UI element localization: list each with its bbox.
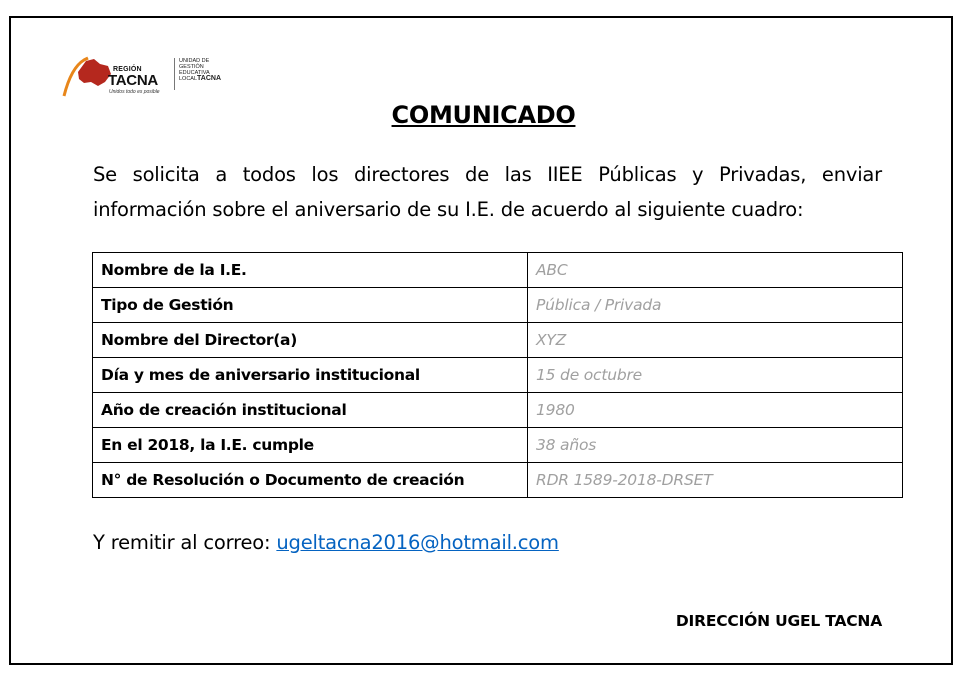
row-label: Año de creación institucional [93, 393, 528, 428]
logo-unit-name: TACNA [197, 75, 222, 82]
table-body [93, 253, 903, 498]
row-label: Nombre del Director(a) [93, 323, 528, 358]
row-value: XYZ [528, 323, 903, 358]
row-value: Pública / Privada [528, 288, 903, 323]
signature: DIRECCIÓN UGEL TACNA [675, 612, 882, 630]
remit-line [93, 531, 559, 554]
row-label: Tipo de Gestión [93, 288, 528, 323]
row-label: Día y mes de aniversario institucional [93, 358, 528, 393]
logo-unit-line: EDUCATIVA [179, 70, 210, 76]
table-row [93, 428, 903, 463]
row-label: N° de Resolución o Documento de creación [93, 463, 528, 498]
anniversary-info-table [92, 252, 903, 498]
table-row [93, 253, 903, 288]
logo-unit-line: UNIDAD DE [179, 58, 210, 64]
logo-slogan: Unidos todo es posible [109, 89, 160, 95]
table-row [93, 358, 903, 393]
logo-divider [174, 58, 175, 90]
email-link[interactable]: ugeltacna2016@hotmail.com [276, 531, 559, 554]
page-title: COMUNICADO [391, 101, 576, 129]
row-value: 38 años [528, 428, 903, 463]
logo-region-name: TACNA [108, 72, 158, 89]
logo-ugel-text [179, 58, 221, 82]
row-value: 15 de octubre [528, 358, 903, 393]
row-label: En el 2018, la I.E. cumple [93, 428, 528, 463]
remit-prefix: Y remitir al correo: [93, 531, 277, 554]
logo-region-label: REGIÓN [113, 66, 142, 73]
region-tacna-mark-icon [62, 52, 114, 98]
row-value: RDR 1589-2018-DRSET [528, 463, 903, 498]
row-value: 1980 [528, 393, 903, 428]
table-row [93, 323, 903, 358]
logo-unit-local: LOCAL [179, 76, 198, 82]
table-row [93, 463, 903, 498]
row-label: Nombre de la I.E. [93, 253, 528, 288]
row-value: ABC [528, 253, 903, 288]
table-row [93, 393, 903, 428]
region-tacna-logo [62, 52, 232, 98]
logo-unit-line: GESTIÓN [179, 64, 204, 70]
intro-paragraph: Se solicita a todos los directores de las IIEE Públicas y Privadas, enviar información sobre el aniversario de su I.E. de acuerdo al siguiente cuadro: [93, 163, 882, 221]
logo-unit-local-line [179, 76, 221, 82]
table-row [93, 288, 903, 323]
